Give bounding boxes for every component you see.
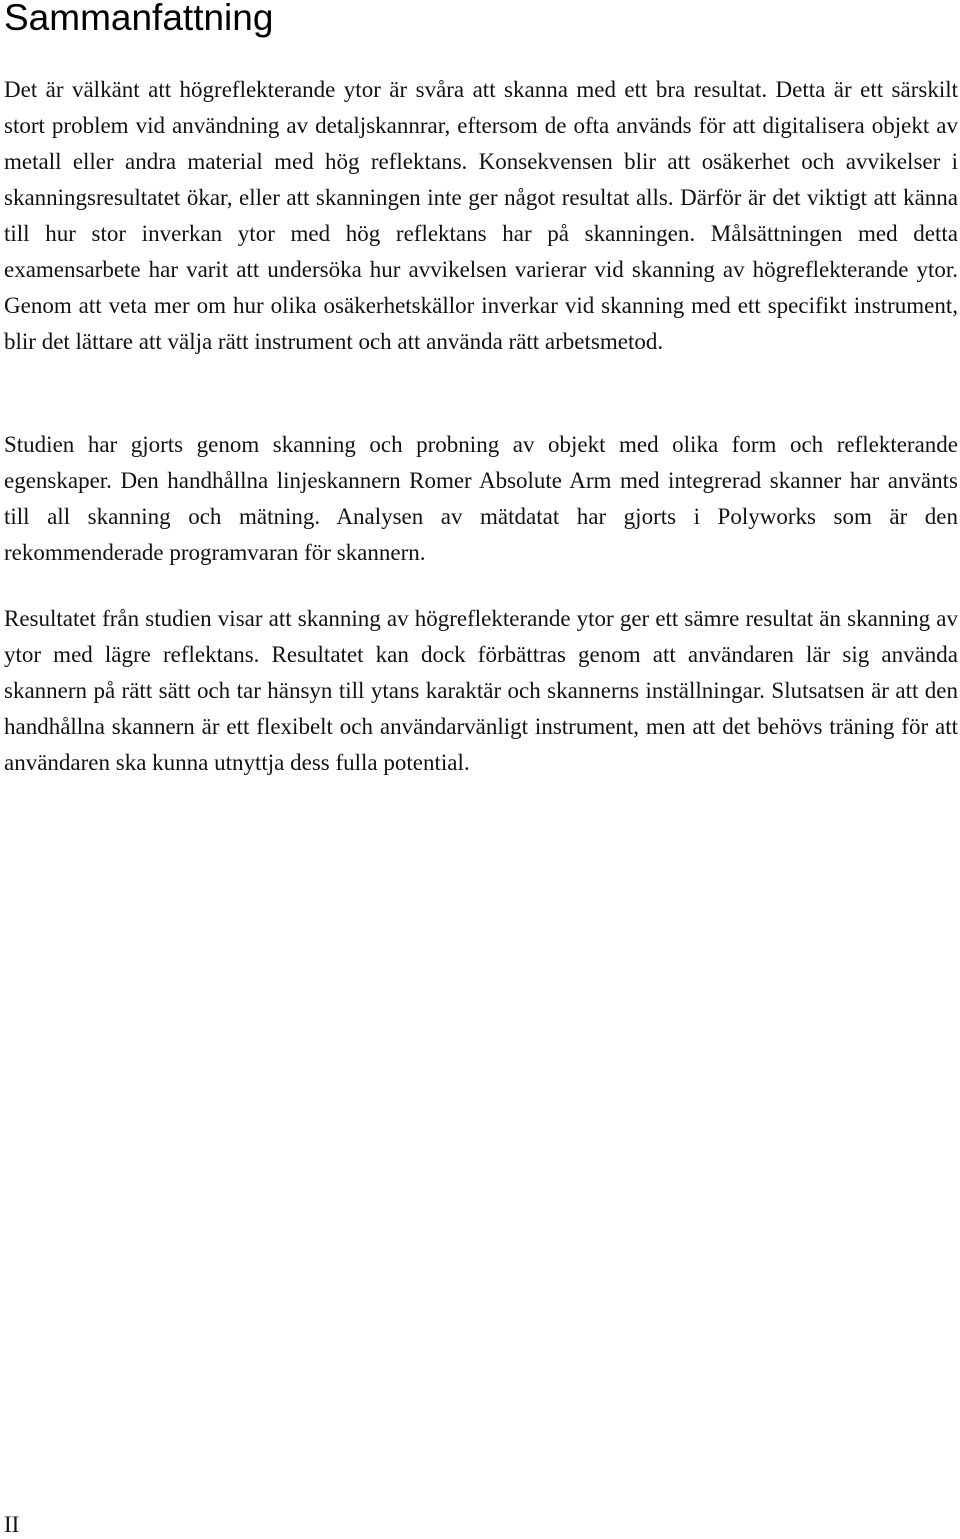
summary-paragraph-3: Resultatet från studien visar att skanning av högreflekterande ytor ger ett sämre resultat än skanning av ytor med lägre reflektans. Resultatet kan dock förbättras genom att användaren lär sig använda skannern på rätt sätt och tar hänsyn till ytans karaktär och skannerns inställningar. Slutsatsen är att den handhållna skannern är ett flexibelt och användarvänligt instrument, men att det behövs träning för att användaren ska kunna utnyttja dess fulla potential.: [4, 606, 958, 775]
page-number: II: [4, 1512, 20, 1537]
summary-paragraph-1: Det är välkänt att högreflekterande ytor är svåra att skanna med ett bra resultat. Detta är ett särskilt stort problem vid användning av detaljskannrar, eftersom de ofta används för att digitalisera objekt av metall eller andra material med hög reflektans. Konsekvensen blir att osäkerhet och avvikelser i skanningsresultatet ökar, eller att skanningen inte ger något resultat alls. Därför är det viktigt att känna till hur stor inverkan ytor med hög reflektans har på skanningen. Målsättningen med detta examensarbete har varit att undersöka hur avvikelsen varierar vid skanning av högreflekterande ytor. Genom att veta mer om hur olika osäkerhetskällor inverkar vid skanning med ett specifikt instrument, blir det lättare att välja rätt instrument och att använda rätt arbetsmetod.: [4, 77, 958, 354]
summary-paragraph-2: Studien har gjorts genom skanning och probning av objekt med olika form och reflekterande egenskaper. Den handhållna linjeskannern Romer Absolute Arm med integrerad skanner har använts till all skanning och mätning. Analysen av mätdatat har gjorts i Polyworks som är den rekommenderade programvaran för skannern.: [4, 432, 958, 565]
page-title: Sammanfattning: [4, 0, 274, 38]
